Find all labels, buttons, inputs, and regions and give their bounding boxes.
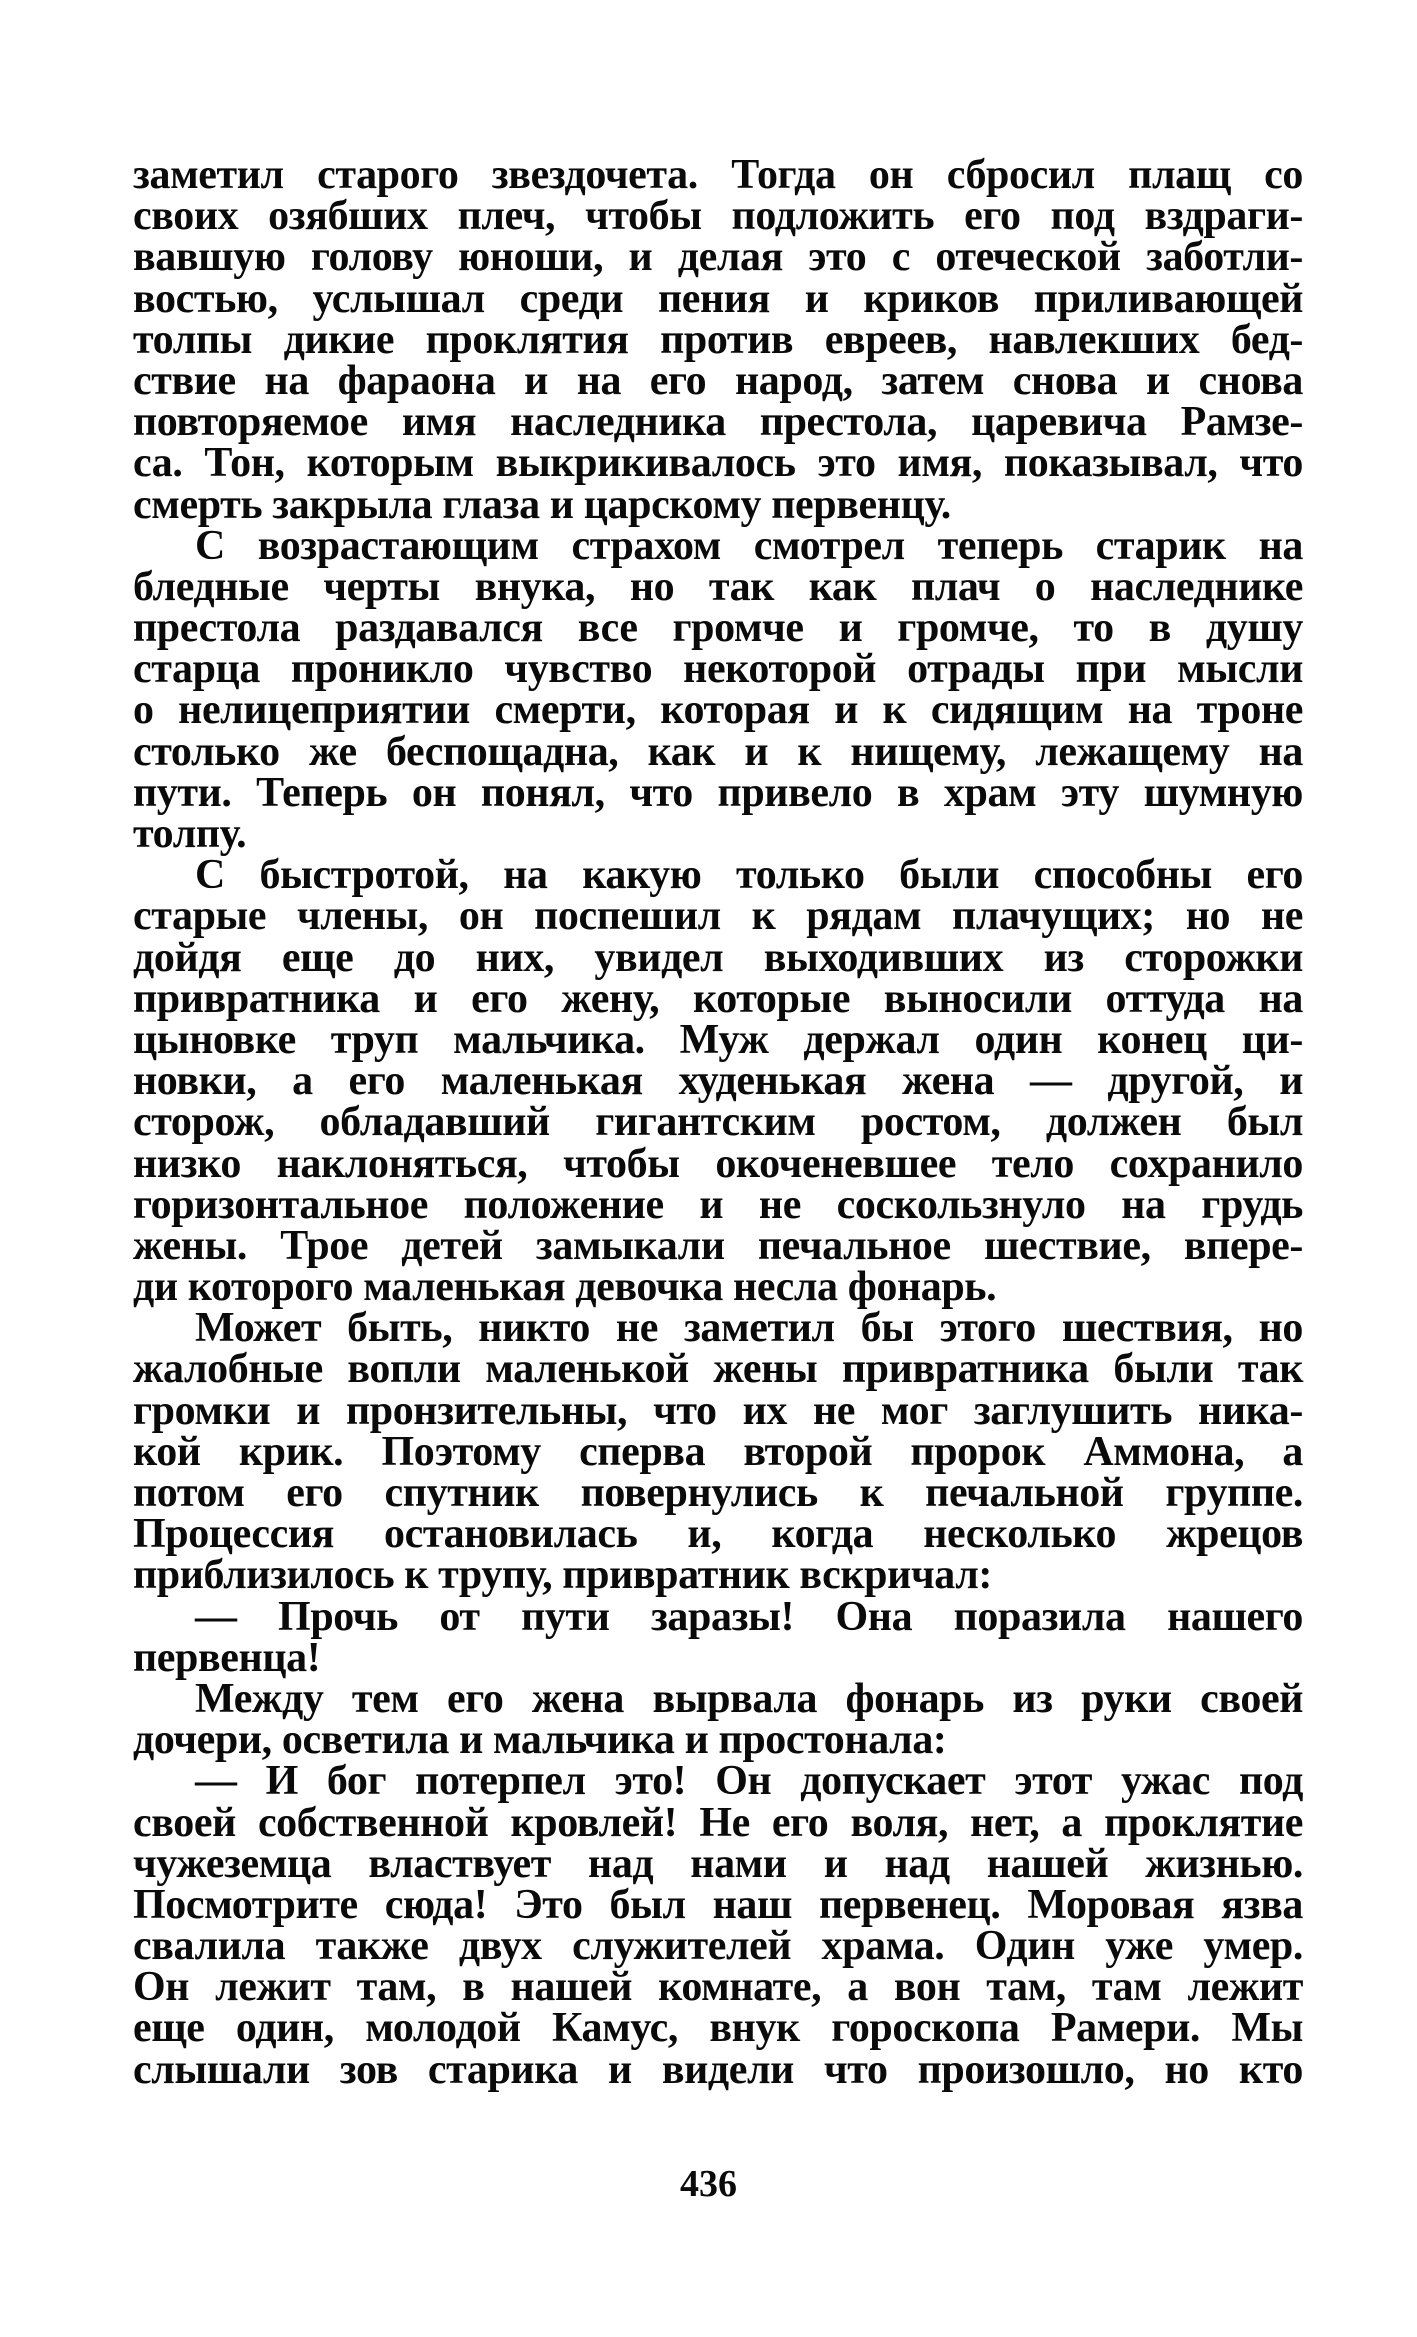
text-line: горизонтальное положение и не соскользнуло на грудь: [133, 1181, 1303, 1228]
text-line: смерть закрыла глаза и царскому первенцу.: [133, 481, 951, 528]
text-line: своих озябших плеч, чтобы подложить его под вздраги-: [133, 193, 1303, 240]
text-line: дочери, осветила и мальчика и простонала:: [133, 1717, 947, 1764]
text-line: С возрастающим страхом смотрел теперь старик на: [195, 522, 1303, 569]
text-line: слышали зов старика и видели что произошло, но кто: [133, 2046, 1303, 2093]
text-line: — Прочь от пути заразы! Она поразила нашего: [195, 1593, 1303, 1640]
text-line: потом его спутник повернулись к печальной группе.: [133, 1470, 1303, 1516]
text-line: ди которого маленькая девочка несла фонарь.: [133, 1264, 997, 1311]
text-line: жены. Трое детей замыкали печальное шествие, впере-: [133, 1222, 1303, 1269]
text-line: дойдя еще до них, увидел выходивших из сторожки: [133, 934, 1303, 981]
text-line: столько же беспощадна, как и к нищему, лежащему на: [133, 728, 1303, 775]
text-line: свалила также двух служителей храма. Один уже умер.: [133, 1923, 1303, 1970]
text-line: Он лежит там, в нашей комнате, а вон там, там лежит: [133, 1964, 1303, 2011]
text-line: востью, услышал среди пения и криков приливающей: [133, 275, 1303, 322]
text-line: Процессия остановилась и, когда несколько жрецов: [133, 1511, 1303, 1558]
text-line: кой крик. Поэтому сперва второй пророк Аммона, а: [133, 1428, 1303, 1475]
text-line: громки и пронзительны, что их не мог заглушить ника-: [133, 1387, 1303, 1434]
body-text: [133, 152, 1303, 2093]
text-line: жалобные вопли маленькой жены привратника были так: [133, 1346, 1303, 1393]
text-line: старые члены, он поспешил к рядам плачущих; но не: [133, 893, 1303, 940]
text-line: приблизилось к трупу, привратник вскричал:: [133, 1552, 992, 1599]
page-number: 436: [680, 2163, 737, 2205]
text-line: толпы дикие проклятия против евреев, навлекших бед-: [133, 316, 1303, 363]
text-line: — И бог потерпел это! Он допускает этот ужас под: [195, 1758, 1303, 1805]
text-line: первенца!: [133, 1634, 321, 1681]
text-line: чужеземца властвует над нами и над нашей жизнью.: [133, 1840, 1303, 1887]
text-line: ствие на фараона и на его народ, затем снова и снова: [133, 357, 1303, 404]
text-line: бледные черты внука, но так как плач о наследнике: [133, 563, 1303, 610]
text-line: о нелицеприятии смерти, которая и к сидящим на троне: [133, 687, 1303, 734]
text-line: престола раздавался все громче и громче, то в душу: [133, 605, 1303, 652]
text-line: пути. Теперь он понял, что привело в храм эту шумную: [133, 769, 1303, 816]
text-line: Между тем его жена вырвала фонарь из руки своей: [195, 1675, 1303, 1722]
text-line: цыновке труп мальчика. Муж держал один конец ци-: [133, 1016, 1303, 1063]
text-line: толпу.: [133, 811, 247, 857]
text-line: привратника и его жену, которые выносили оттуда на: [133, 975, 1303, 1022]
text-line: заметил старого звездочета. Тогда он сбросил плащ со: [133, 152, 1303, 198]
text-line: Посмотрите сюда! Это был наш первенец. Моровая язва: [133, 1881, 1303, 1928]
text-line: Может быть, никто не заметил бы этого шествия, но: [195, 1305, 1303, 1352]
text-line: С быстротой, на какую только были способны его: [195, 852, 1303, 899]
text-line: низко наклоняться, чтобы окоченевшее тело сохранило: [133, 1140, 1303, 1187]
text-line: са. Тон, которым выкрикивалось это имя, показывал, что: [133, 440, 1303, 487]
text-line: сторож, обладавший гигантским ростом, должен был: [133, 1099, 1303, 1146]
text-line: старца проникло чувство некоторой отрады при мысли: [133, 646, 1303, 693]
text-line: новки, а его маленькая худенькая жена — другой, и: [133, 1058, 1303, 1105]
text-line: вавшую голову юноши, и делая это с отеческой заботли-: [133, 234, 1303, 281]
text-line: еще один, молодой Камус, внук гороскопа Рамери. Мы: [133, 2005, 1303, 2052]
text-line: повторяемое имя наследника престола, царевича Рамзе-: [133, 399, 1303, 446]
text-line: своей собственной кровлей! Не его воля, нет, а проклятие: [133, 1799, 1303, 1846]
